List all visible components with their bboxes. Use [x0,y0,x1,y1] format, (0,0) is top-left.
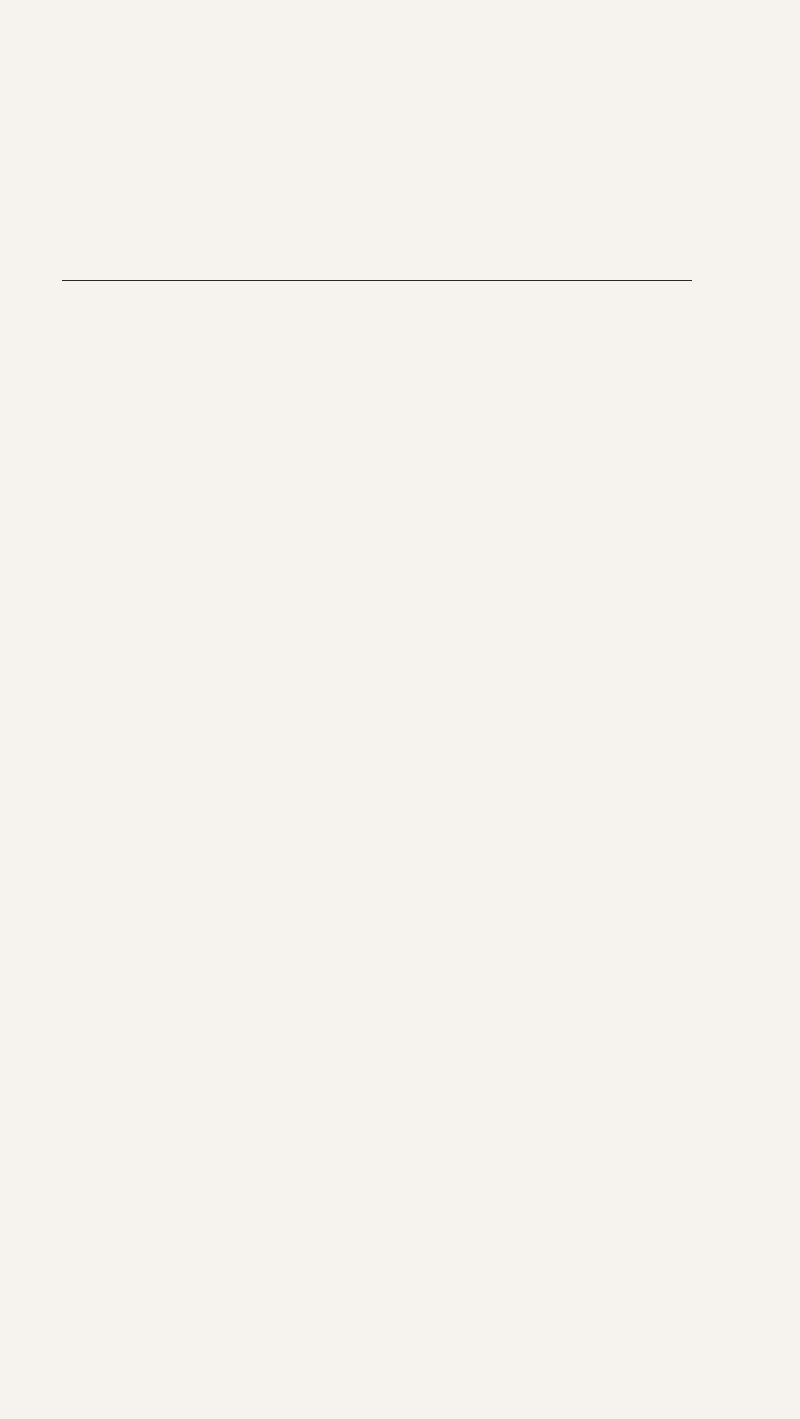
separator-rule [62,280,692,281]
